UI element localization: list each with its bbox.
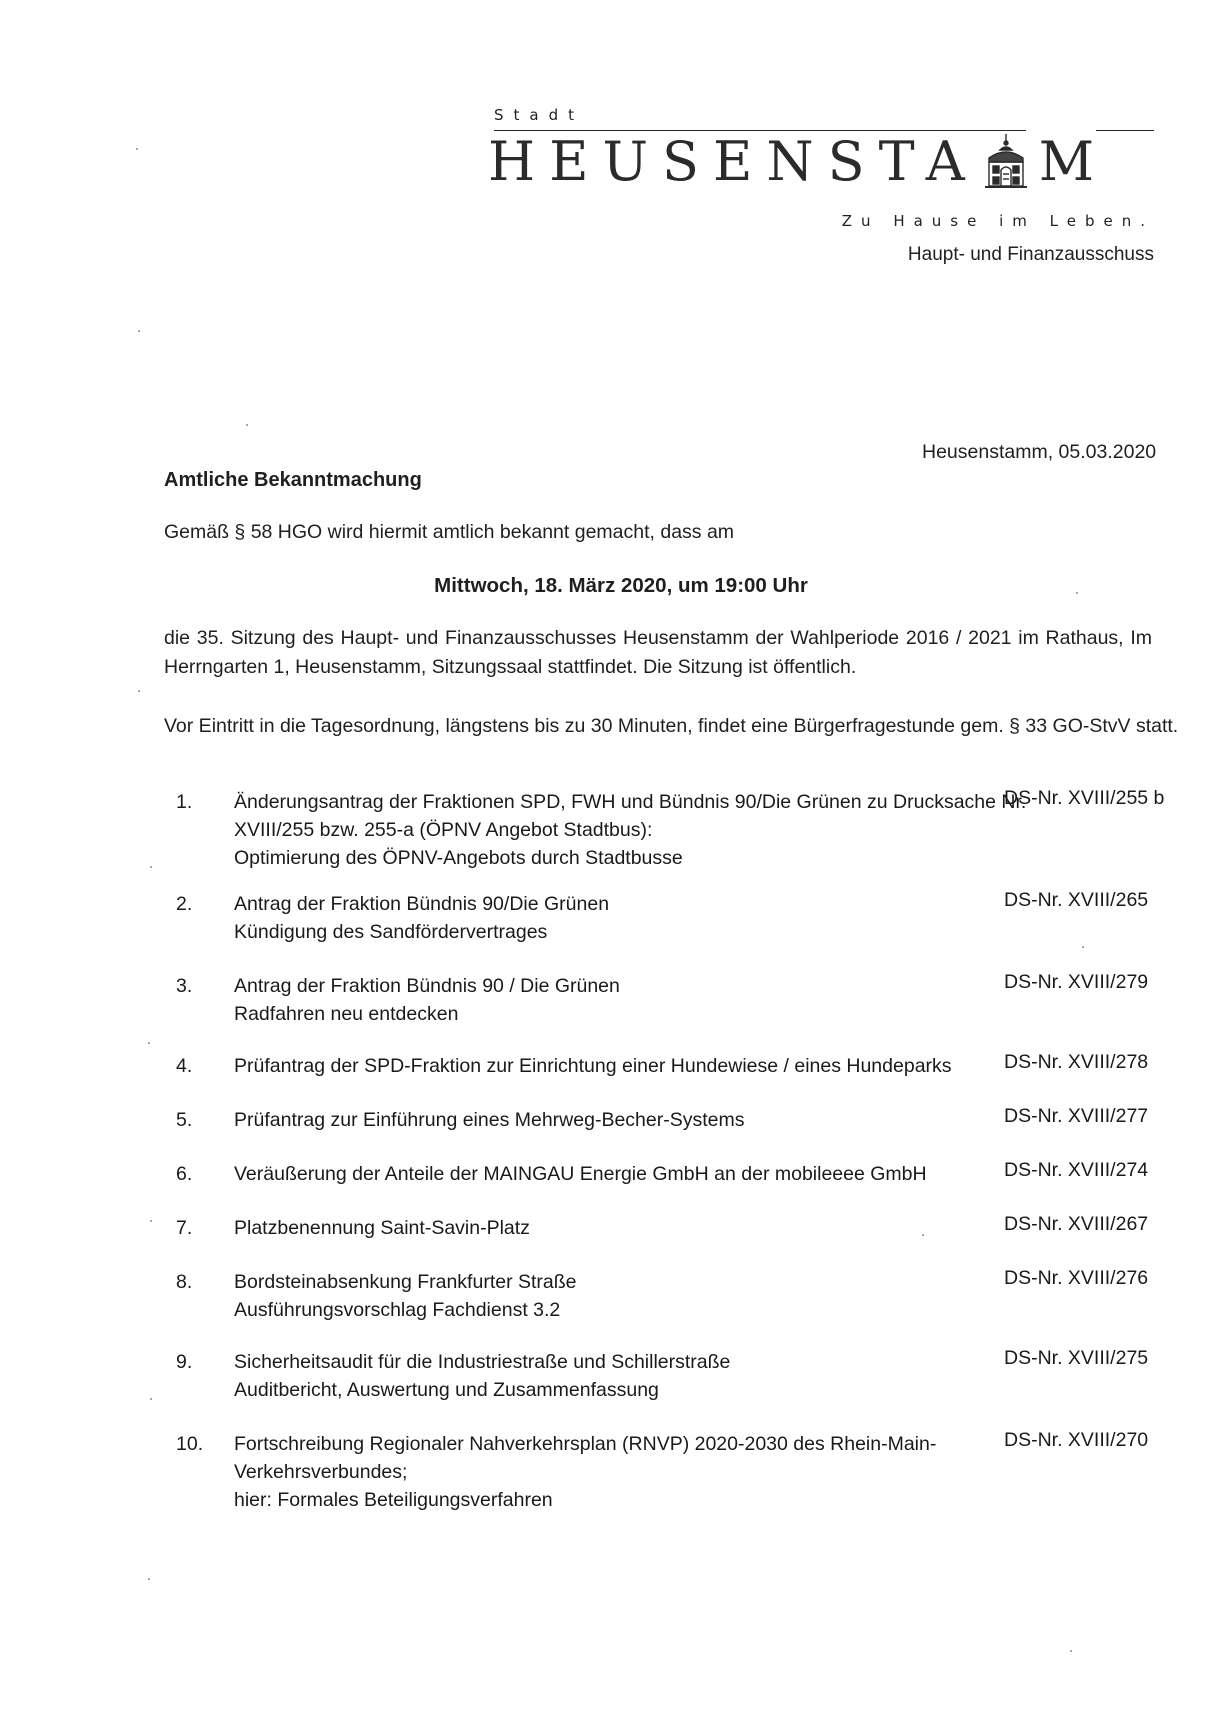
agenda-item-line: Veräußerung der Anteile der MAINGAU Energie GmbH an der mobileeee GmbH bbox=[234, 1163, 927, 1185]
agenda-item-text bbox=[234, 1268, 1004, 1324]
scan-speck bbox=[138, 690, 140, 692]
scan-speck bbox=[150, 866, 152, 868]
agenda-item-ds-number: DS-Nr. XVIII/276 bbox=[1004, 1267, 1149, 1289]
scan-speck bbox=[1076, 592, 1078, 594]
agenda-item-text bbox=[234, 1348, 1004, 1404]
letterhead bbox=[488, 100, 1154, 265]
agenda-item-number: 10. bbox=[176, 1433, 204, 1455]
agenda-item-ds-number: DS-Nr. XVIII/279 bbox=[1004, 971, 1149, 993]
agenda-item-number: 6. bbox=[176, 1163, 193, 1185]
date-line: Heusenstamm, 05.03.2020 bbox=[922, 441, 1157, 463]
agenda-item-ds-number: DS-Nr. XVIII/275 bbox=[1004, 1347, 1149, 1369]
agenda-item-text bbox=[234, 1160, 1004, 1188]
scan-speck bbox=[138, 330, 140, 332]
agenda-item-line: Antrag der Fraktion Bündnis 90 / Die Grünen bbox=[234, 975, 620, 997]
scan-speck bbox=[148, 1042, 150, 1044]
agenda-item-line: Bordsteinabsenkung Frankfurter Straße bbox=[234, 1271, 577, 1293]
agenda-item-line: hier: Formales Beteiligungsverfahren bbox=[234, 1489, 553, 1511]
agenda-item-line: Optimierung des ÖPNV-Angebots durch Stadtbusse bbox=[234, 847, 683, 869]
agenda-item-text bbox=[234, 1052, 1004, 1080]
agenda-item-line: Auditbericht, Auswertung und Zusammenfassung bbox=[234, 1379, 659, 1401]
agenda-item-ds-number: DS-Nr. XVIII/277 bbox=[1004, 1105, 1149, 1127]
agenda-item-line: Prüfantrag der SPD-Fraktion zur Einrichtung einer Hundewiese / eines Hundeparks bbox=[234, 1055, 952, 1077]
scan-speck bbox=[1070, 1650, 1072, 1652]
letterhead-name-main: HEUSENSTA bbox=[488, 130, 979, 193]
meeting-date: Mittwoch, 18. März 2020, um 19:00 Uhr bbox=[434, 574, 808, 597]
agenda-item-number: 1. bbox=[176, 791, 193, 813]
agenda-item-text bbox=[234, 788, 1027, 872]
letterhead-name-last: M bbox=[1038, 130, 1095, 193]
castle-icon bbox=[981, 132, 1031, 192]
agenda-item-line: Radfahren neu entdecken bbox=[234, 1003, 459, 1025]
scan-speck bbox=[246, 424, 248, 426]
agenda-item-ds-number: DS-Nr. XVIII/255 b bbox=[1004, 787, 1165, 809]
letterhead-prefix: Stadt bbox=[494, 106, 584, 124]
agenda-item-line: Kündigung des Sandfördervertrages bbox=[234, 921, 548, 943]
intro-text: Gemäß § 58 HGO wird hiermit amtlich bekannt gemacht, dass am bbox=[164, 521, 735, 543]
agenda-item-text bbox=[234, 1430, 1004, 1514]
agenda-item-line: Änderungsantrag der Fraktionen SPD, FWH und Bündnis 90/Die Grünen zu Drucksache Nr. bbox=[234, 791, 1027, 813]
agenda-item-ds-number: DS-Nr. XVIII/267 bbox=[1004, 1213, 1149, 1235]
agenda-item-number: 2. bbox=[176, 893, 193, 915]
agenda-item-ds-number: DS-Nr. XVIII/270 bbox=[1004, 1429, 1149, 1451]
citizens-question-paragraph: Vor Eintritt in die Tagesordnung, längstens bis zu 30 Minuten, findet eine Bürgerfragestunde gem. § 33 GO-StvV statt. bbox=[164, 715, 1179, 737]
agenda-item-text bbox=[234, 1106, 1004, 1134]
committee-name: Haupt- und Finanzausschuss bbox=[907, 244, 1154, 265]
agenda-item-number: 7. bbox=[176, 1217, 193, 1239]
scan-speck bbox=[922, 1234, 924, 1236]
scan-speck bbox=[150, 1398, 152, 1400]
agenda-item-line: Ausführungsvorschlag Fachdienst 3.2 bbox=[234, 1299, 561, 1321]
agenda-item-number: 5. bbox=[176, 1109, 193, 1131]
agenda-item-number: 8. bbox=[176, 1271, 193, 1293]
agenda-item-line: Sicherheitsaudit für die Industriestraße und Schillerstraße bbox=[234, 1351, 731, 1373]
agenda-item-text bbox=[234, 1214, 1004, 1242]
agenda-item-ds-number: DS-Nr. XVIII/274 bbox=[1004, 1159, 1149, 1181]
letterhead-city-name bbox=[488, 132, 1094, 192]
letterhead-rule-right bbox=[1096, 130, 1154, 131]
agenda-item-number: 4. bbox=[176, 1055, 193, 1077]
letterhead-tagline: Zu Hause im Leben. bbox=[841, 212, 1154, 230]
meeting-paragraph-line1: die 35. Sitzung des Haupt- und Finanzausschusses Heusenstamm der Wahlperiode 2016 / 2021 im Rathaus, Im bbox=[164, 627, 1152, 649]
scan-speck bbox=[136, 148, 138, 150]
document-heading: Amtliche Bekanntmachung bbox=[164, 469, 422, 491]
agenda-item-line: Platzbenennung Saint-Savin-Platz bbox=[234, 1217, 530, 1239]
agenda-item-ds-number: DS-Nr. XVIII/265 bbox=[1004, 889, 1149, 911]
scan-speck bbox=[1082, 946, 1084, 948]
agenda-item-line: Verkehrsverbundes; bbox=[234, 1461, 408, 1483]
agenda-item-text bbox=[234, 890, 1004, 946]
agenda-item-line: Prüfantrag zur Einführung eines Mehrweg-Becher-Systems bbox=[234, 1109, 745, 1131]
agenda-item-ds-number: DS-Nr. XVIII/278 bbox=[1004, 1051, 1149, 1073]
agenda-item-line: Fortschreibung Regionaler Nahverkehrsplan (RNVP) 2020-2030 des Rhein-Main- bbox=[234, 1433, 937, 1455]
agenda-item-line: Antrag der Fraktion Bündnis 90/Die Grünen bbox=[234, 893, 610, 915]
agenda-item-number: 9. bbox=[176, 1351, 193, 1373]
meeting-paragraph-line2: Herrngarten 1, Heusenstamm, Sitzungssaal stattfindet. Die Sitzung ist öffentlich. bbox=[164, 656, 857, 678]
scan-speck bbox=[148, 1578, 150, 1580]
agenda-item-line: XVIII/255 bzw. 255-a (ÖPNV Angebot Stadtbus): bbox=[234, 819, 653, 841]
meeting-paragraph bbox=[164, 624, 1152, 682]
agenda-item-number: 3. bbox=[176, 975, 193, 997]
scan-speck bbox=[150, 1220, 152, 1222]
agenda-item-text bbox=[234, 972, 1004, 1028]
